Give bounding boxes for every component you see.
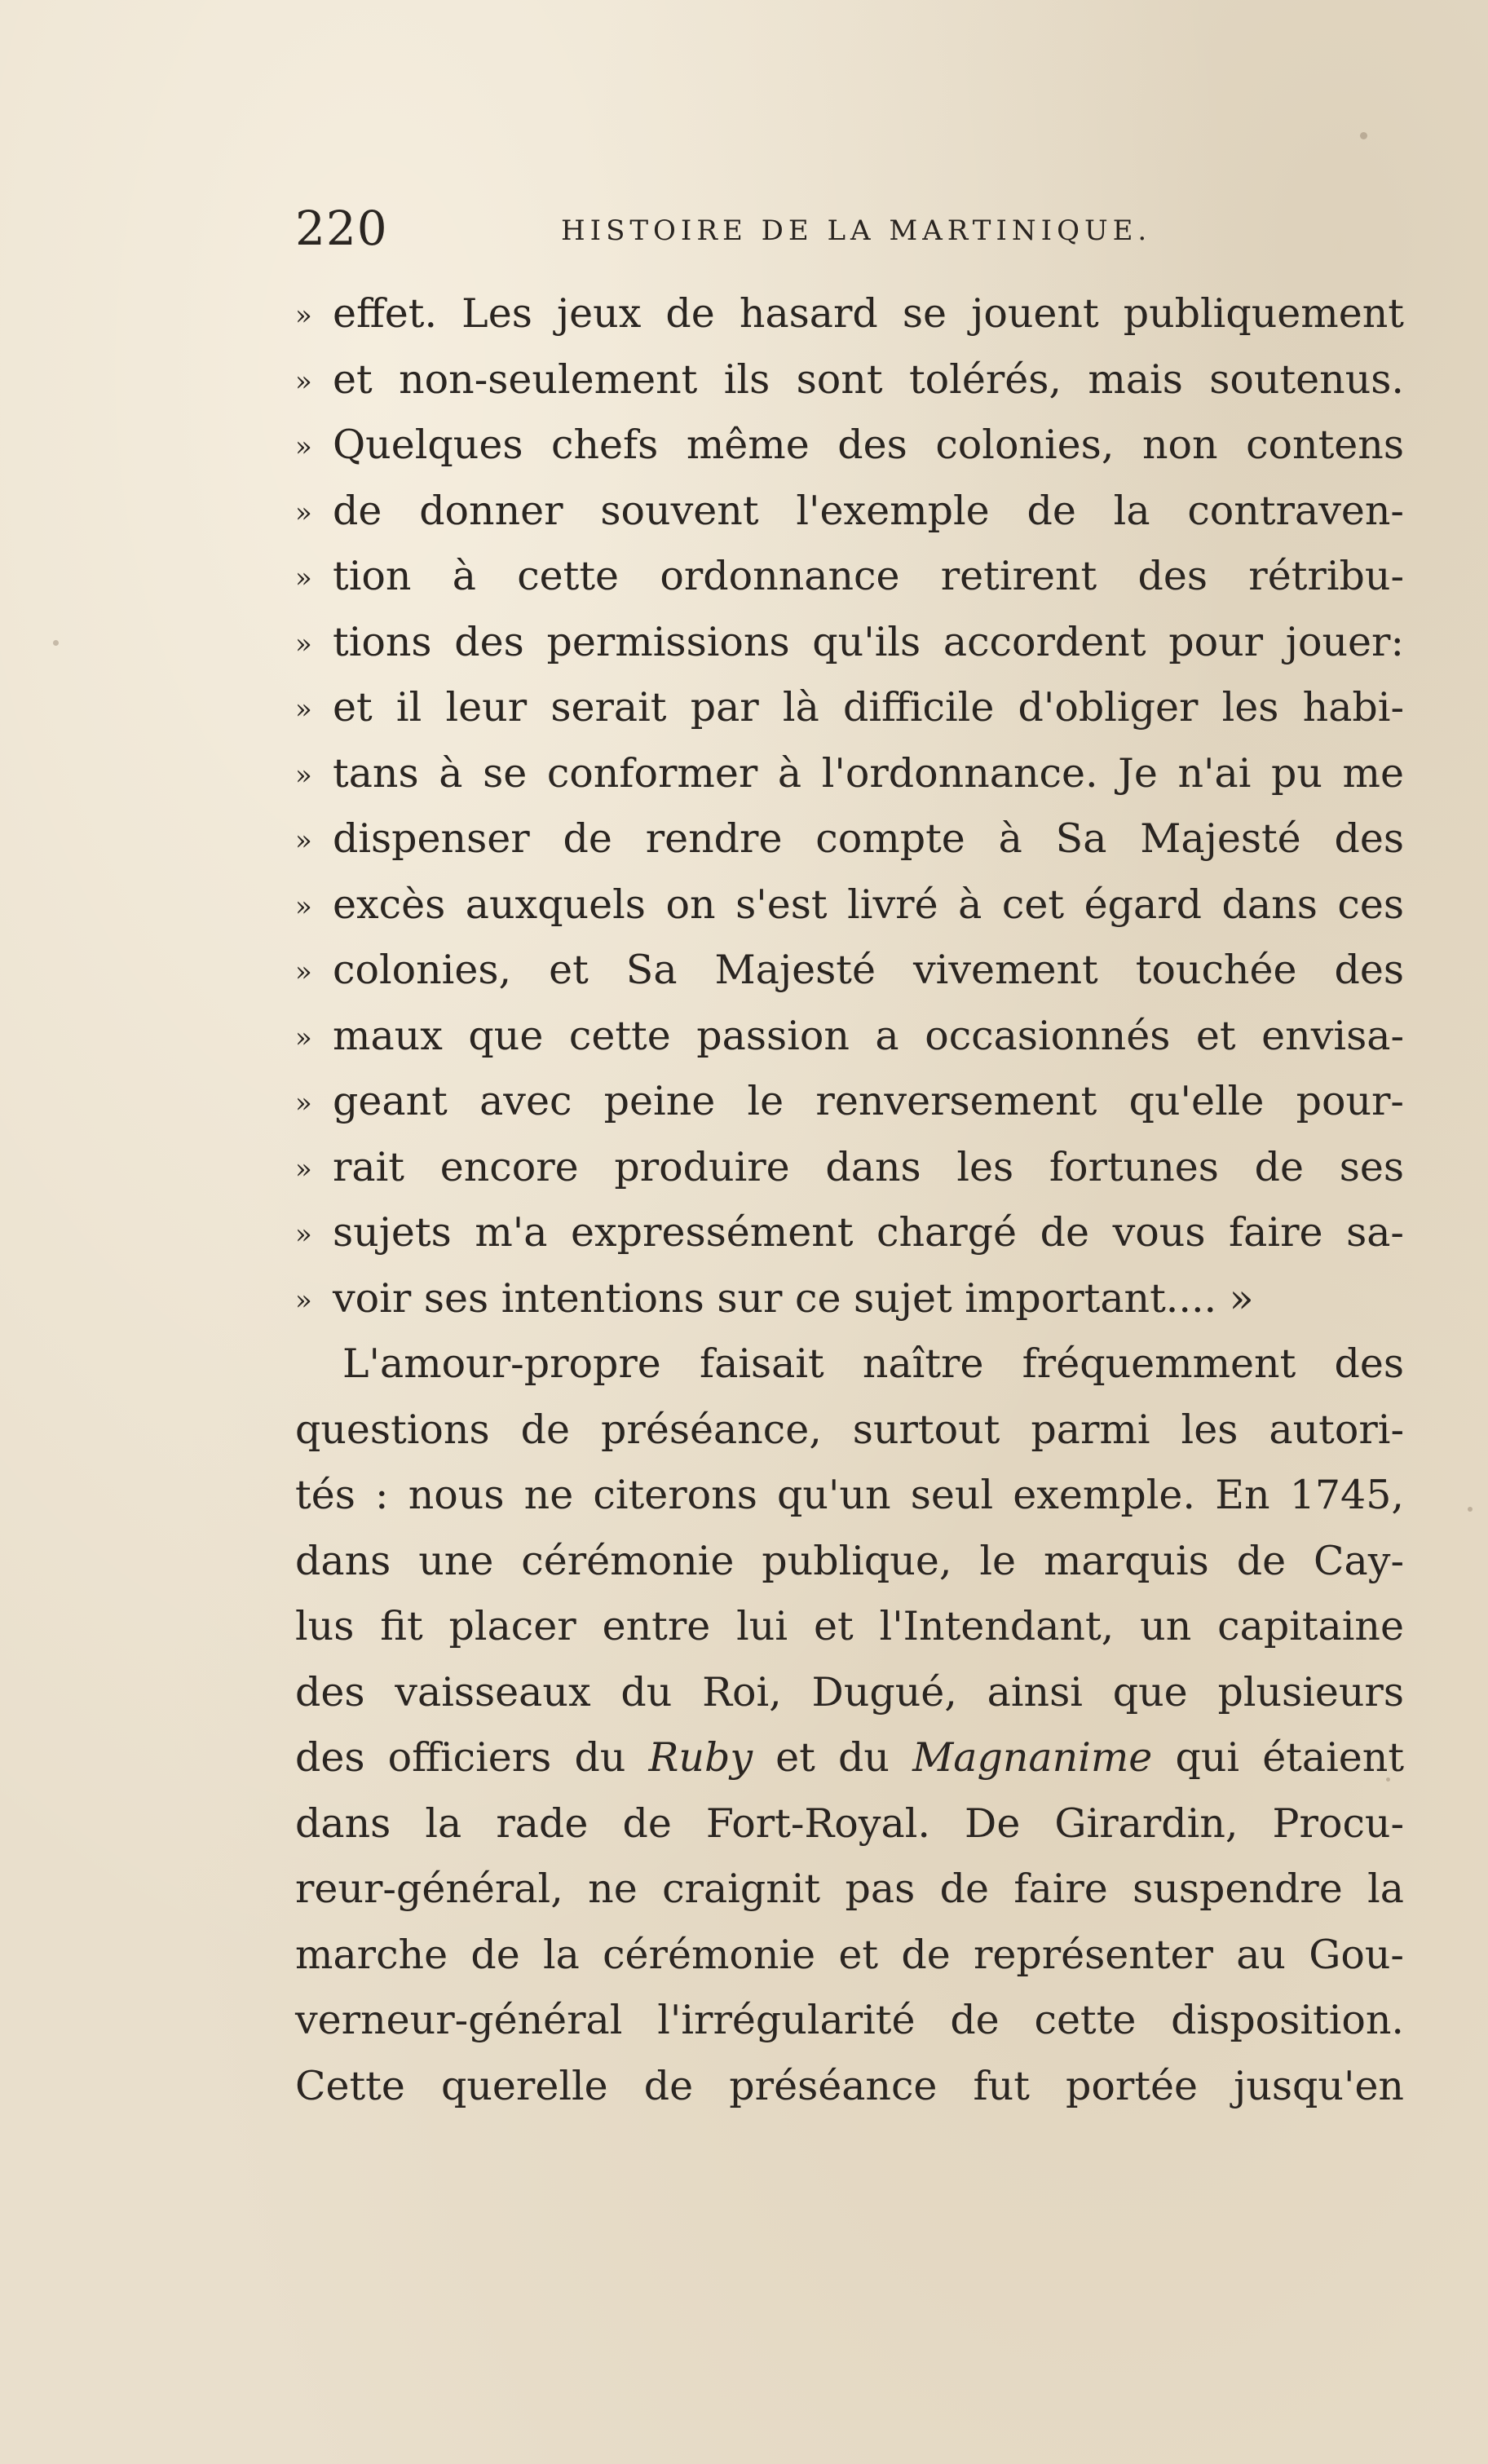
text-line [295,281,1404,347]
text-line [295,347,1404,413]
text-line: dans une cérémonie publique, le marquis de Cay- [295,1537,1404,1584]
foxing-spot [1360,132,1367,139]
ship-name-ruby: Ruby [648,1734,753,1781]
text-line [295,938,1404,1004]
text-line: marche de la cérémonie et de représenter au Gou- [295,1931,1404,1978]
quote-mark: » [295,1087,312,1119]
quote-mark: » [295,758,312,792]
text-line [295,610,1404,676]
text-line [295,806,1404,872]
text-line: tés : nous ne citerons qu'un seul exemple. En 1745, [295,1472,1404,1518]
text-line: lus fit placer entre lui et l'Intendant, un capitaine [295,1603,1404,1649]
text-line [295,1725,1404,1791]
text-line: Cette querelle de préséance fut portée jusqu'en [295,2062,1404,2109]
line-text: Quelques chefs même des colonies, non contens [333,422,1404,468]
quote-mark: » [295,562,312,594]
line-text: de donner souvent l'exemple de la contraven- [333,487,1404,534]
line-text: rait encore produire dans les fortunes de ses [333,1143,1404,1190]
quote-mark: » [295,890,312,923]
quote-mark: » [295,431,312,463]
line-text: excès auxquels on s'est livré à cet égard dans ces [333,881,1404,928]
quote-mark: » [295,627,312,660]
text-line: des vaisseaux du Roi, Dugué, ainsi que plusieurs [295,1668,1404,1716]
ship-name-magnanime: Magnanime [912,1734,1153,1781]
text-line: dans la rade de Fort-Royal. De Girardin, Procu- [295,1799,1404,1847]
line-text: colonies, et Sa Majesté vivement touchée des [333,947,1404,993]
text-line [295,1266,1404,1332]
foxing-spot [1468,1507,1473,1512]
line-text: dispenser de rendre compte à Sa Majesté des [333,815,1404,862]
quote-mark: » [295,1021,312,1054]
quote-mark: » [295,496,312,529]
text-line [295,1004,1404,1070]
foxing-spot [53,640,59,646]
text-line [295,544,1404,610]
line-text: maux que cette passion a occasionnés et envisa- [333,1012,1404,1059]
line-text: sujets m'a expressément chargé de vous faire sa- [333,1209,1404,1256]
text-line [295,1135,1404,1201]
quote-mark: » [295,1152,312,1186]
text-line [295,1069,1404,1135]
line-text: tans à se conformer à l'ordonnance. Je n'ai pu me [333,749,1404,797]
body-text [295,281,1404,2119]
quote-mark: » [295,1283,312,1317]
quote-mark: » [295,693,312,726]
line-text: et non-seulement ils sont tolérés, mais soutenus. [333,355,1404,403]
text-line: reur-général, ne craignit pas de faire suspendre la [295,1866,1404,1912]
quote-mark: » [295,956,312,988]
line-text: et du [753,1734,913,1781]
text-line [295,413,1404,479]
text-line [295,675,1404,741]
line-text: geant avec peine le renversement qu'elle pour- [333,1078,1404,1124]
line-text: des officiers du [295,1734,649,1781]
line-text: tion à cette ordonnance retirent des rétribu- [333,553,1404,599]
line-text: tions des permissions qu'ils accordent pour jouer: [333,618,1404,665]
text-line [295,872,1404,938]
quote-mark: » [295,824,312,857]
quote-mark: » [295,1218,312,1251]
text-line: questions de préséance, surtout parmi les autori- [295,1406,1404,1453]
paragraph-first-line: L'amour-propre faisait naître fréquemment des [342,1340,1404,1387]
quote-mark: » [295,299,312,332]
running-title: HISTOIRE DE LA MARTINIQUE. [561,214,1152,247]
line-text: effet. Les jeux de hasard se jouent publiquement [333,290,1404,337]
text-line [295,1200,1404,1266]
page-header [295,196,1404,261]
text-line: verneur-général l'irrégularité de cette disposition. [295,1997,1404,2043]
text-line [295,741,1404,807]
line-text: et il leur serait par là difficile d'obliger les habi- [333,684,1404,731]
line-text: voir ses intentions sur ce sujet important.... » [333,1274,1254,1322]
line-text: qui étaient [1152,1734,1405,1781]
page-number: 220 [295,201,388,256]
text-line [295,479,1404,545]
quote-mark: » [295,364,312,398]
